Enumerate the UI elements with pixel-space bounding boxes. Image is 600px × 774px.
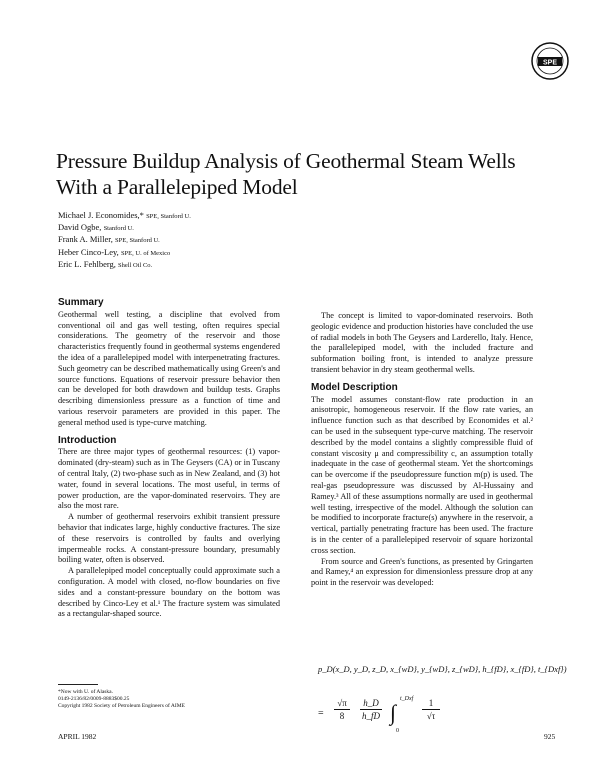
integral-upper: t_Dxf — [400, 696, 414, 702]
intro-paragraph: A number of geothermal reservoirs exhibit transient pressure behavior that indicates large, highly conductive fractures. The size of these reservoirs is controlled by faults and overlying impermeable rocks. A constant-pressure boundary, presumably boiling water, often is observed. — [58, 512, 280, 565]
author-line: Eric L. Fehlberg, Shell Oil Co. — [58, 258, 153, 269]
equation-rhs: = √π 8 h_D h_fD ∫ t_Dxf 0 1 √τ — [318, 696, 498, 736]
intro-paragraph: There are three major types of geothermal resources: (1) vapor-dominated (dry-steam) such as in The Geysers (CA) or in Tuscany of central Italy, (2) two-phase such as in New Zealand, and (3) hot water, found in several locations. The most useful, in terms of power production, are the vapor-dominated reservoirs. They are also the most rare. — [58, 447, 280, 511]
integral-lower: 0 — [396, 728, 399, 734]
spe-logo — [530, 41, 570, 81]
author-line: David Ogbe, Stanford U. — [58, 222, 134, 233]
left-column — [58, 298, 280, 620]
equation-fraction: h_D h_fD — [362, 698, 380, 721]
footnote: Copyright 1982 Society of Petroleum Engineers of AIME — [58, 703, 185, 709]
footnote-rule — [58, 684, 98, 685]
summary-paragraph: Geothermal well testing, a discipline that evolved from conventional oil and gas well testing, often requires special considerations. The geometry of the reservoir and those characteristics frequently found in geothermal systems engendered the idea of a parallelepiped model with interpenetrating fractures. Such geometry can be described mathematically using Green's and source functions. Equations of reservoir pressure behavior then can be developed for both drawdown and buildup tests. Graphs describing dimensionless pressure as a function of time and various reservoir parameters are provided in this paper. The general method used is type-curve matching. — [58, 309, 280, 427]
model-paragraph: From source and Green's functions, as presented by Gringarten and Ramey,⁴ an expression for dimensionless pressure drop at any point in the reservoir was developed: — [311, 556, 533, 588]
equation-lhs: p_D(x_D, y_D, z_D, x_{wD}, y_{wD}, z_{wD}, h_{fD}, x_{fD}, t_{Dxf}) — [318, 664, 567, 674]
integral-sign: ∫ — [390, 700, 397, 725]
intro-paragraph: A parallelepiped model conceptually could approximate such a configuration. A model with closed, no-flow boundaries on five sides and a constant-pressure boundary on the bottom was described by Cinco-Ley et al.¹ The fracture system was simulated as a rectangular-shaped source. — [58, 566, 280, 619]
author-line: Heber Cinco-Ley, SPE, U. of Mexico — [58, 246, 171, 257]
footnote: *Now with U. of Alaska. — [58, 689, 113, 695]
right-paragraph: The concept is limited to vapor-dominated reservoirs. Both geologic evidence and production histories have concluded the use of radial models in both The Geysers and Larderello, Italy. Hence, the parallelepiped model, with the included fracture and subformation boiling front, is intended to analyze pressure transient behavior in dry steam geothermal wells. — [311, 311, 533, 374]
right-column — [311, 311, 533, 589]
summary-heading: Summary — [58, 297, 104, 308]
paper-title: Pressure Buildup Analysis of Geothermal Steam Wells With a Parallelepiped Model — [56, 149, 516, 199]
author-list — [58, 210, 358, 271]
author-line: Frank A. Miller, SPE, Stanford U. — [58, 234, 160, 245]
model-paragraph: The model assumes constant-flow rate production in an anisotropic, homogeneous reservoir. If the flow rate varies, an influence function such as that described by Economides et al.² can be used in the subsequent type-curve matching. The reservoir described by the model contains a slightly compressible fluid of constant viscosity μ and compressibility c, an assumption totally inadequate in the case of geothermal steam. Yet the shortcomings can be overcome if the pseudopressure function m(p) is used. The real-gas pseudopressure was discussed by Al-Hussainy and Ramey.³ All of these assumptions normally are used in geothermal well testing, irrespective of the model. Although the solution can be modified to incorporate fracture(s) anywhere in the reservoir, a vertical, partially penetrating fracture has been used. The fracture is in the center of a parallelepiped reservoir of square horizontal cross section. — [311, 394, 533, 555]
equation-fraction: 1 √τ — [422, 698, 440, 721]
footnotes — [58, 689, 280, 710]
author-line: Michael J. Economides,* SPE, Stanford U. — [58, 210, 191, 220]
footnote: 0149-2136/82/0009-8883$00.25 — [58, 696, 130, 702]
footer-date: APRIL 1982 — [58, 732, 97, 741]
page-number: 925 — [544, 732, 556, 741]
logo-text: SPE — [542, 59, 558, 67]
introduction-heading: Introduction — [58, 434, 117, 446]
model-description-heading: Model Description — [311, 381, 398, 393]
equation-fraction: √π 8 — [334, 698, 350, 721]
